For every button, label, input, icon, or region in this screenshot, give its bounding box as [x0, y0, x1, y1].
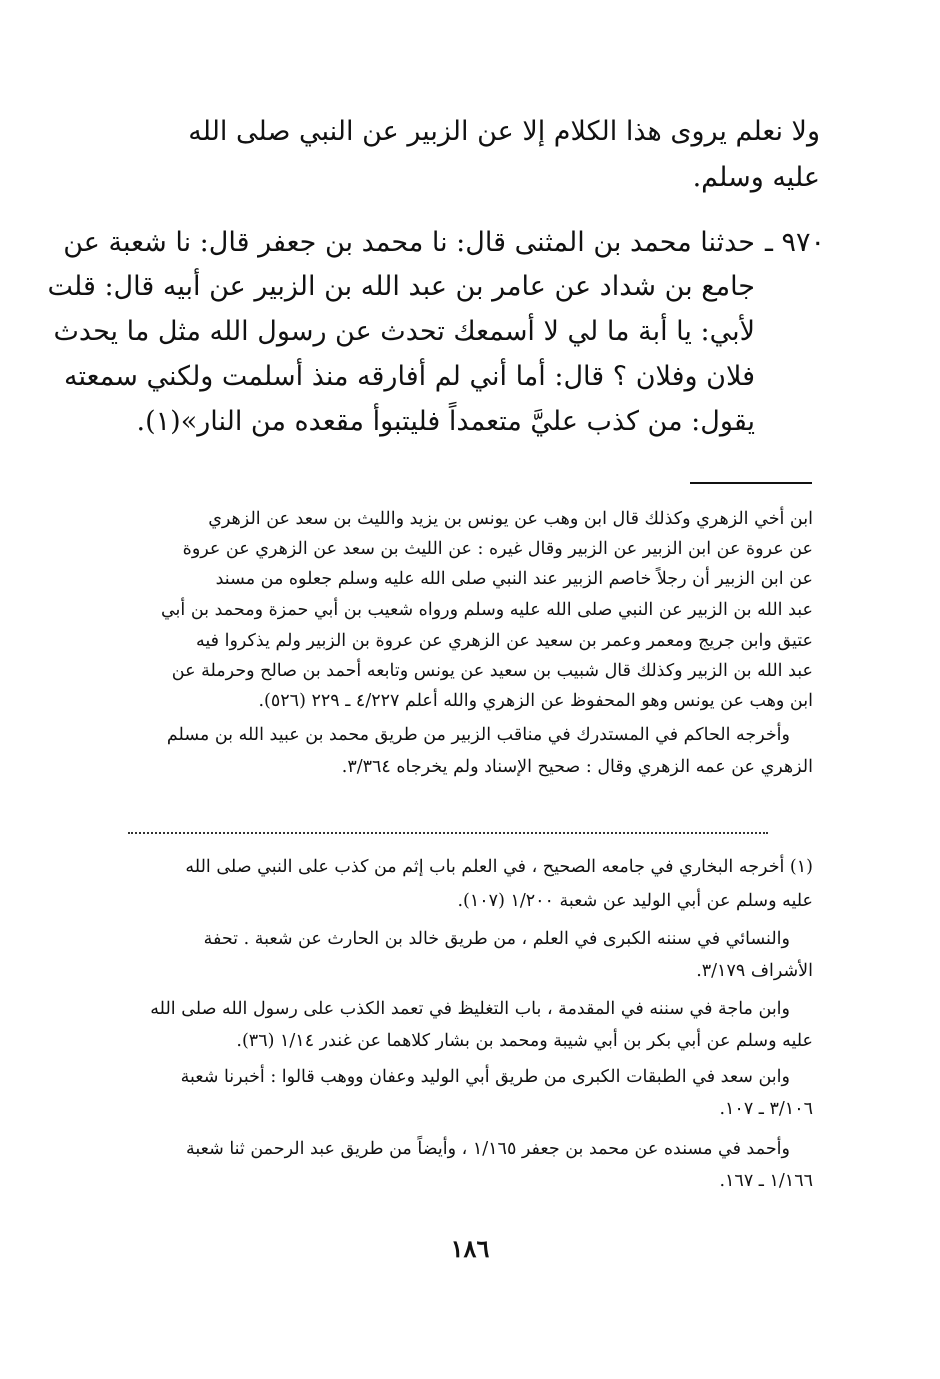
footnote-upper-line: عبد الله بن الزبير وكذلك قال شبيب بن سعيد عن يونس وتابعه أحمد بن صالح وحرملة عن	[171, 661, 813, 681]
footnote-lower-line: وابن سعد في الطبقات الكبرى من طريق أبي الوليد وعفان ووهب قالوا : أخبرنا شعبة	[180, 1067, 790, 1087]
page-number: ١٨٦	[450, 1234, 490, 1263]
main-line-7: يقول: من كذب عليَّ متعمداً فليتبوأ مقعده من النار»(١).	[136, 406, 755, 437]
main-line-3: حدثنا محمد بن المثنى قال: نا محمد بن جعفر قال: نا شعبة عن	[63, 227, 755, 258]
footnote-upper-line: عبد الله بن الزبير عن النبي صلى الله عليه وسلم ورواه شعيب بن أبي حمزة ومحمد بن أبي	[160, 600, 813, 620]
footnote-upper-line: الزهري عن عمه الزهري وقال : صحيح الإسناد ولم يخرجاه ٣/٣٦٤.	[341, 757, 813, 777]
footnote-lower-line: (١) أخرجه البخاري في جامعه الصحيح ، في العلم باب إثم من كذب على النبي صلى الله	[185, 857, 813, 877]
main-line-1: ولا نعلم يروى هذا الكلام إلا عن الزبير عن النبي صلى الله	[188, 116, 820, 147]
footnote-upper-line: عن عروة عن ابن الزبير عن الزبير وقال غيره : عن الليث بن سعد عن الزهري عن عروة	[182, 539, 813, 559]
footnote-upper-line: ابن وهب عن يونس وهو المحفوظ عن الزهري والله أعلم ٤/٢٢٧ ـ ٢٢٩ (٥٢٦).	[258, 691, 813, 711]
main-line-5: لأبي: يا أبة ما لي لا أسمعك تحدث عن رسول الله مثل ما يحدث	[53, 316, 755, 347]
footnote-lower-line: عليه وسلم عن أبي بكر بن أبي شيبة ومحمد بن بشار كلاهما عن غندر ١/١٤ (٣٦).	[236, 1031, 813, 1051]
footnote-upper-line: عن ابن الزبير أن رجلاً خاصم الزبير عند النبي صلى الله عليه وسلم جعلوه من مسند	[215, 569, 813, 589]
footnote-upper-line: عتيق وابن جريج ومعمر وعمر بن سعيد عن الزهري عن عروة بن الزبير ولم يذكروا فيه	[196, 631, 813, 651]
footnote-separator-line	[690, 482, 812, 484]
footnote-lower-line: وابن ماجة في سننه في المقدمة ، باب التغليظ في تعمد الكذب على رسول الله صلى الله	[150, 999, 790, 1019]
main-line-4: جامع بن شداد عن عامر بن عبد الله بن الزبير عن أبيه قال: قلت	[47, 271, 755, 302]
footnote-lower-line: والنسائي في سننه الكبرى في العلم ، من طريق خالد بن الحارث عن شعبة . تحفة	[203, 929, 790, 949]
dotted-separator	[128, 832, 768, 834]
footnote-lower-line: الأشراف ٣/١٧٩.	[696, 961, 813, 981]
footnote-lower-line: ١/١٦٦ ـ ١٦٧.	[719, 1171, 813, 1191]
footnote-lower-line: عليه وسلم عن أبي الوليد عن شعبة ١/٢٠٠ (١٠٧).	[457, 891, 813, 911]
footnote-lower-line: وأحمد في مسنده عن محمد بن جعفر ١/١٦٥ ، وأيضاً من طريق عبد الرحمن ثنا شعبة	[185, 1139, 790, 1159]
footnote-upper-line: ابن أخي الزهري وكذلك قال ابن وهب عن يونس بن يزيد والليث بن سعد عن الزهري	[208, 509, 813, 529]
hadith-number: ٩٧٠ ـ	[764, 227, 825, 258]
main-line-6: فلان وفلان ؟ قال: أما أني لم أفارقه منذ أسلمت ولكني سمعته	[64, 361, 755, 392]
footnote-lower-line: ٣/١٠٦ ـ ١٠٧.	[719, 1099, 813, 1119]
main-line-2: عليه وسلم.	[692, 162, 820, 193]
footnote-upper-line: وأخرجه الحاكم في المستدرك في مناقب الزبير من طريق محمد بن عبيد الله بن مسلم	[166, 725, 790, 745]
